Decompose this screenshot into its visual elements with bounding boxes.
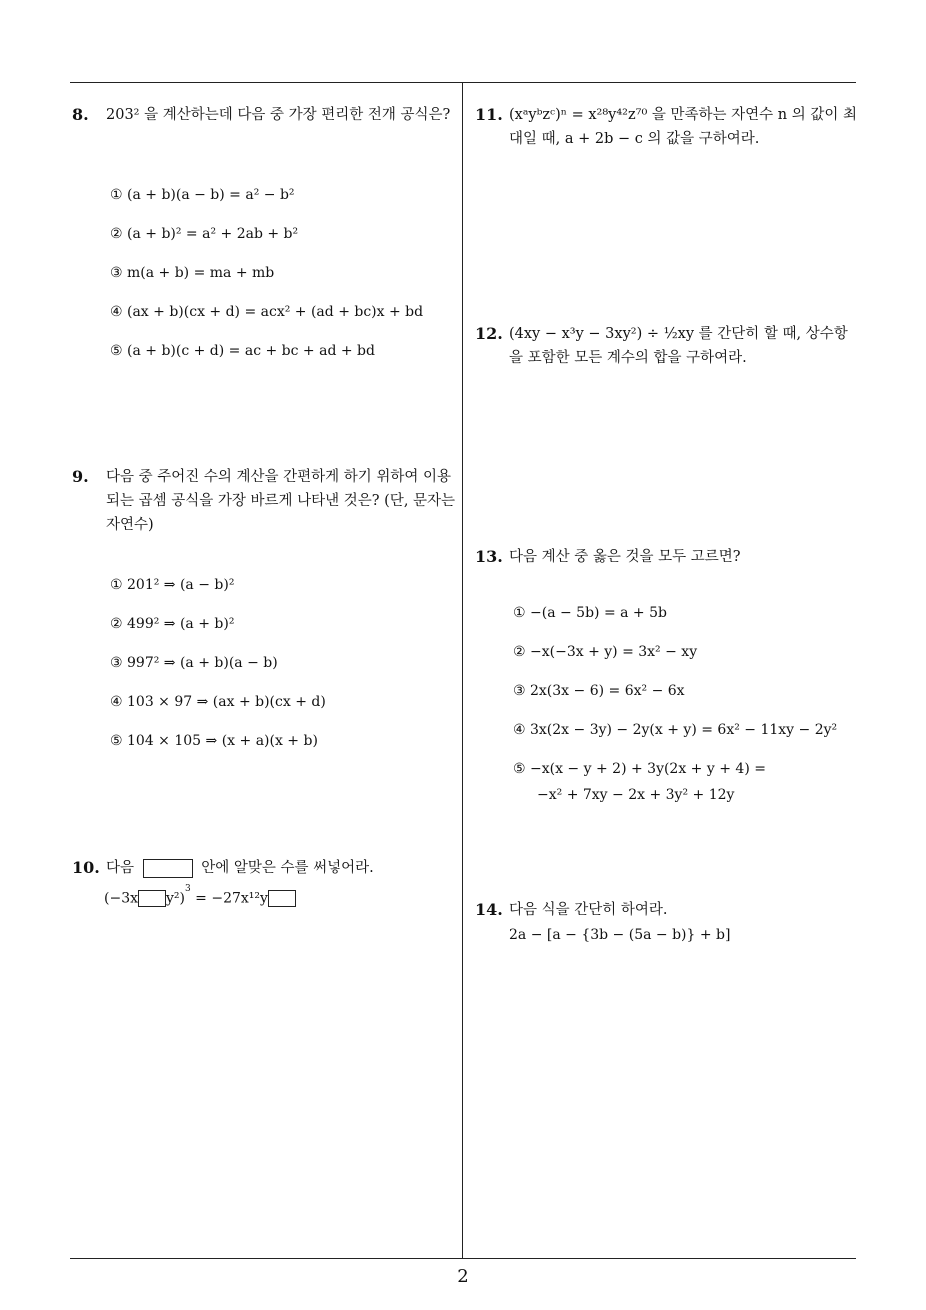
- option-3: ③ m(a + b) = ma + mb: [110, 265, 275, 281]
- top-rule: [70, 82, 856, 83]
- option-2: ② 499² ⇒ (a + b)²: [110, 616, 235, 632]
- option-1: ① −(a − 5b) = a + 5b: [513, 605, 667, 621]
- question-text: 다음 중 주어진 수의 계산을 간편하게 하기 위하여 이용되는 곱셈 공식을 가장 바르게 나타낸 것은? (단, 문자는 자연수): [106, 469, 456, 533]
- question-8: [72, 103, 458, 127]
- question-number: 9.: [72, 467, 89, 486]
- eq-left-b: y²): [166, 890, 185, 907]
- option-5: ⑤ −x(x − y + 2) + 3y(2x + y + 4) =: [513, 761, 766, 777]
- eq-left-a: (−3x: [104, 890, 138, 907]
- question-9: [72, 465, 458, 537]
- option-1: ① (a + b)(a − b) = a² − b²: [110, 187, 295, 203]
- question-14: [475, 898, 860, 922]
- option-4: ④ 3x(2x − 3y) − 2y(x + y) = 6x² − 11xy − 2y²: [513, 722, 838, 738]
- option-5: ⑤ 104 × 105 ⇒ (x + a)(x + b): [110, 733, 318, 749]
- text-before: 다음: [106, 860, 135, 876]
- eq-exponent: 3: [184, 884, 191, 894]
- eq-right: = −27x¹²y: [195, 890, 268, 907]
- option-3: ③ 2x(3x − 6) = 6x² − 6x: [513, 683, 685, 699]
- option-3: ③ 997² ⇒ (a + b)(a − b): [110, 655, 278, 671]
- question-number: 12.: [475, 324, 503, 343]
- answer-box-2[interactable]: [268, 890, 296, 907]
- question-text: [72, 856, 458, 880]
- question-11: [475, 103, 860, 151]
- equation: [104, 884, 296, 907]
- question-12: [475, 322, 860, 370]
- bottom-rule: [70, 1258, 856, 1259]
- question-10: [72, 856, 458, 880]
- question-number: 14.: [475, 900, 503, 919]
- answer-box-1[interactable]: [138, 890, 166, 907]
- question-text: 다음 식을 간단히 하여라.: [509, 902, 668, 918]
- option-4: ④ (ax + b)(cx + d) = acx² + (ad + bc)x + bd: [110, 304, 424, 320]
- question-text: (4xy − x³y − 3xy²) ÷ ½xy 를 간단히 할 때, 상수항을 포함한 모든 계수의 합을 구하여라.: [509, 326, 848, 366]
- option-1: ① 201² ⇒ (a − b)²: [110, 577, 235, 593]
- page-number: 2: [457, 1266, 469, 1287]
- question-number: 13.: [475, 547, 503, 566]
- question-text: (xᵃyᵇzᶜ)ⁿ = x²⁸y⁴²z⁷⁰ 을 만족하는 자연수 n 의 값이 최대일 때, a + 2b − c 의 값을 구하여라.: [509, 107, 857, 147]
- question-number: 8.: [72, 105, 89, 124]
- text-after: 안에 알맞은 수를 써넣어라.: [201, 860, 374, 876]
- option-5: ⑤ (a + b)(c + d) = ac + bc + ad + bd: [110, 343, 375, 359]
- column-divider: [462, 83, 463, 1259]
- question-number: 11.: [475, 105, 503, 124]
- question-text: 203² 을 계산하는데 다음 중 가장 편리한 전개 공식은?: [106, 107, 451, 123]
- answer-box-example: [143, 859, 193, 878]
- question-13: [475, 545, 860, 569]
- option-4: ④ 103 × 97 ⇒ (ax + b)(cx + d): [110, 694, 326, 710]
- question-text: 다음 계산 중 옳은 것을 모두 고르면?: [509, 549, 741, 565]
- option-2: ② −x(−3x + y) = 3x² − xy: [513, 644, 698, 660]
- option-5-continued: −x² + 7xy − 2x + 3y² + 12y: [537, 787, 735, 803]
- question-number: 10.: [72, 858, 100, 877]
- expression: 2a − [a − {3b − (5a − b)} + b]: [509, 927, 731, 943]
- option-2: ② (a + b)² = a² + 2ab + b²: [110, 226, 299, 242]
